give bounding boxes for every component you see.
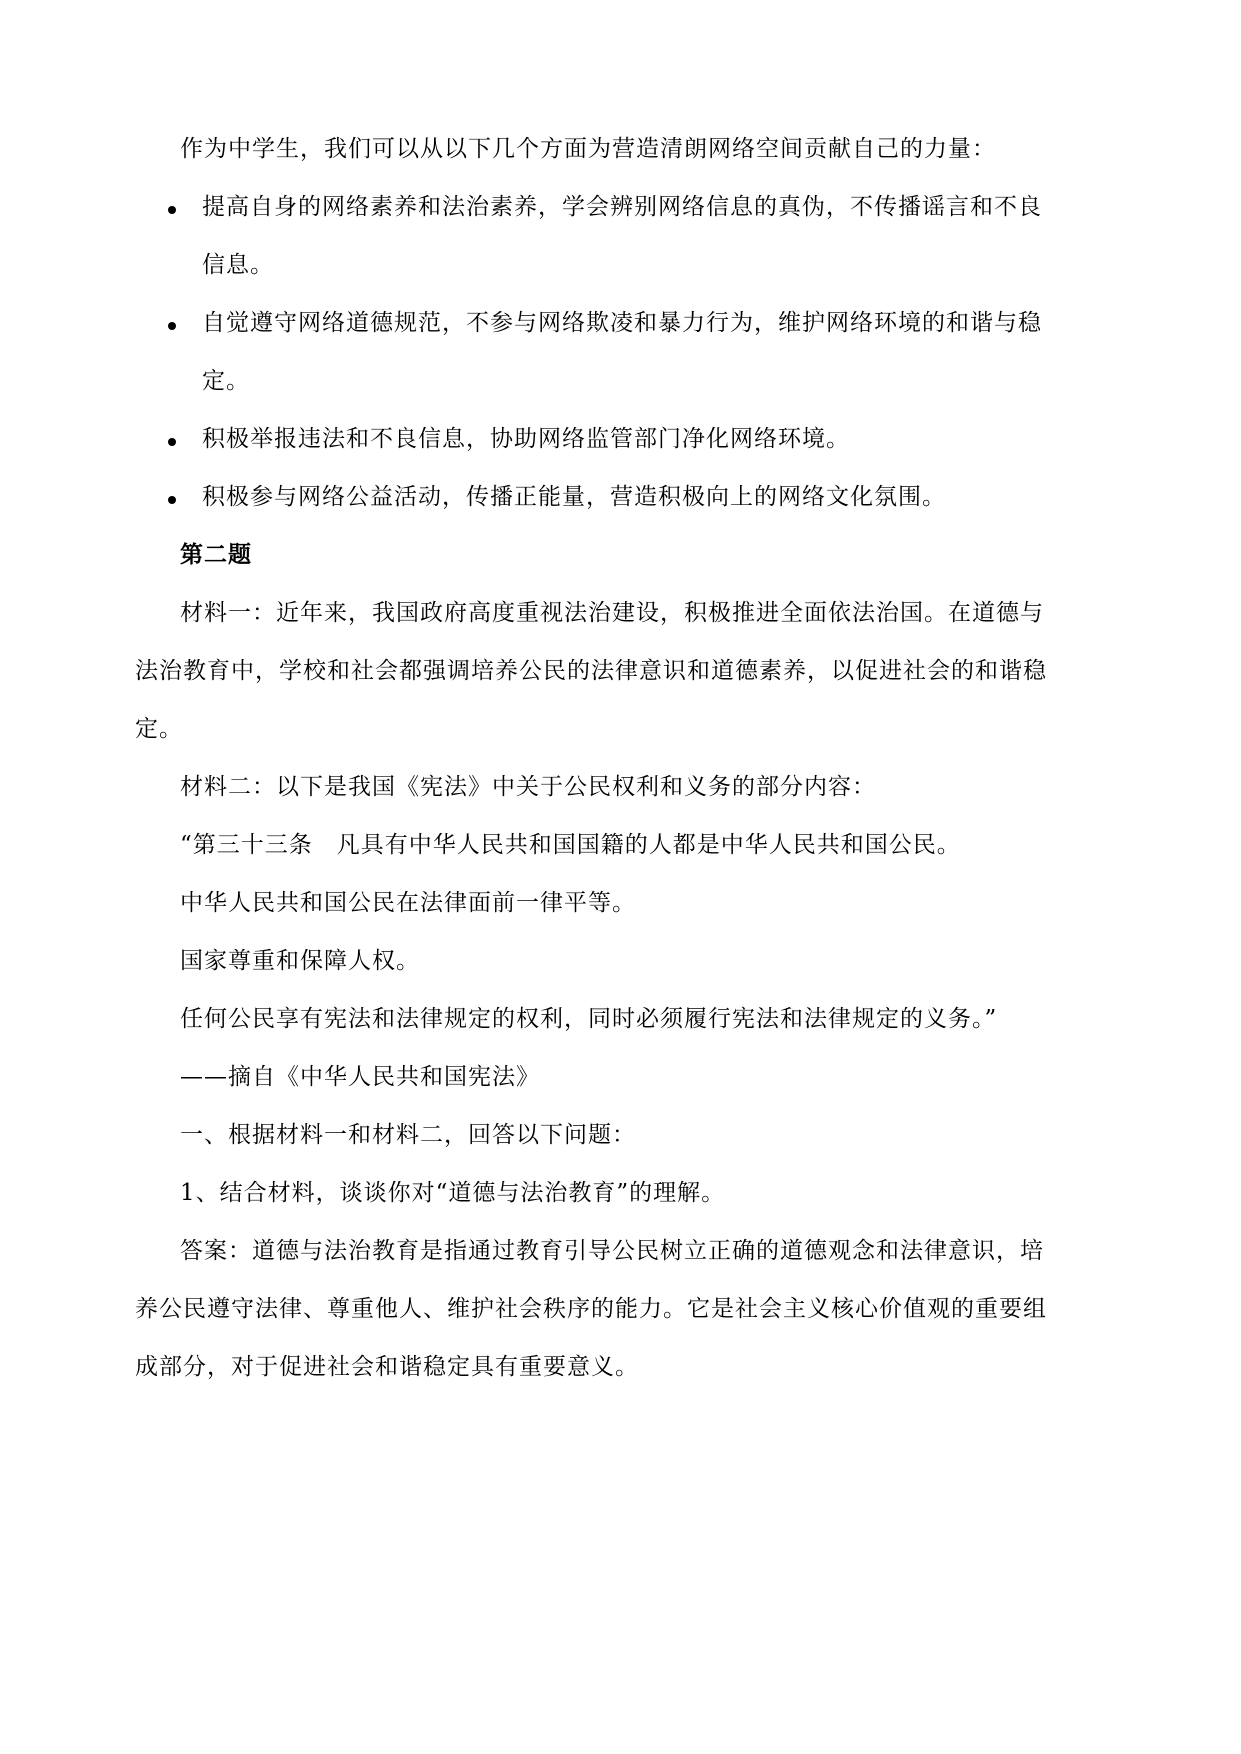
material1-line2: 法治教育中，学校和社会都强调培养公民的法律意识和道德素养，以促进社会的和谐稳 <box>135 658 1047 684</box>
bullet-item-3: 积极举报违法和不良信息，协助网络监管部门净化网络环境。 <box>202 426 850 452</box>
answer-line2: 养公民遵守法律、尊重他人、维护社会秩序的能力。它是社会主义核心价值观的重要组 <box>135 1296 1047 1322</box>
bullet-item-2-line2: 定。 <box>202 368 250 394</box>
bullet-item-2-line1: 自觉遵守网络道德规范，不参与网络欺凌和暴力行为，维护网络环境的和谐与稳 <box>202 310 1042 336</box>
bullet-dot-icon <box>168 438 176 446</box>
bullet-dot-icon <box>168 496 176 504</box>
constitution-quote-1: “第三十三条 凡具有中华人民共和国国籍的人都是中华人民共和国公民。 <box>180 832 961 858</box>
section-heading: 第二题 <box>180 541 252 568</box>
constitution-quote-3: 国家尊重和保障人权。 <box>180 948 420 974</box>
bullet-item-1-line2: 信息。 <box>202 252 274 278</box>
bullet-item-1-line1: 提高自身的网络素养和法治素养，学会辨别网络信息的真伪，不传播谣言和不良 <box>202 194 1042 220</box>
answer-line1: 答案：道德与法治教育是指通过教育引导公民树立正确的道德观念和法律意识，培 <box>180 1238 1044 1264</box>
bullet-dot-icon <box>168 206 176 214</box>
bullet-item-4: 积极参与网络公益活动，传播正能量，营造积极向上的网络文化氛围。 <box>202 484 946 510</box>
material2-intro: 材料二：以下是我国《宪法》中关于公民权利和义务的部分内容： <box>180 774 876 800</box>
quote-source: ——摘自《中华人民共和国宪法》 <box>180 1064 540 1090</box>
material1-line3: 定。 <box>135 716 183 742</box>
constitution-quote-4: 任何公民享有宪法和法律规定的权利，同时必须履行宪法和法律规定的义务。” <box>180 1006 998 1032</box>
question-intro: 一、根据材料一和材料二，回答以下问题： <box>180 1122 636 1148</box>
constitution-quote-2: 中华人民共和国公民在法律面前一律平等。 <box>180 890 636 916</box>
answer-line3: 成部分，对于促进社会和谐稳定具有重要意义。 <box>135 1354 639 1380</box>
question-1: 1、结合材料，谈谈你对“道德与法治教育”的理解。 <box>180 1180 726 1206</box>
material1-line1: 材料一：近年来，我国政府高度重视法治建设，积极推进全面依法治国。在道德与 <box>180 600 1044 626</box>
bullet-dot-icon <box>168 322 176 330</box>
intro-paragraph: 作为中学生，我们可以从以下几个方面为营造清朗网络空间贡献自己的力量： <box>180 136 996 162</box>
